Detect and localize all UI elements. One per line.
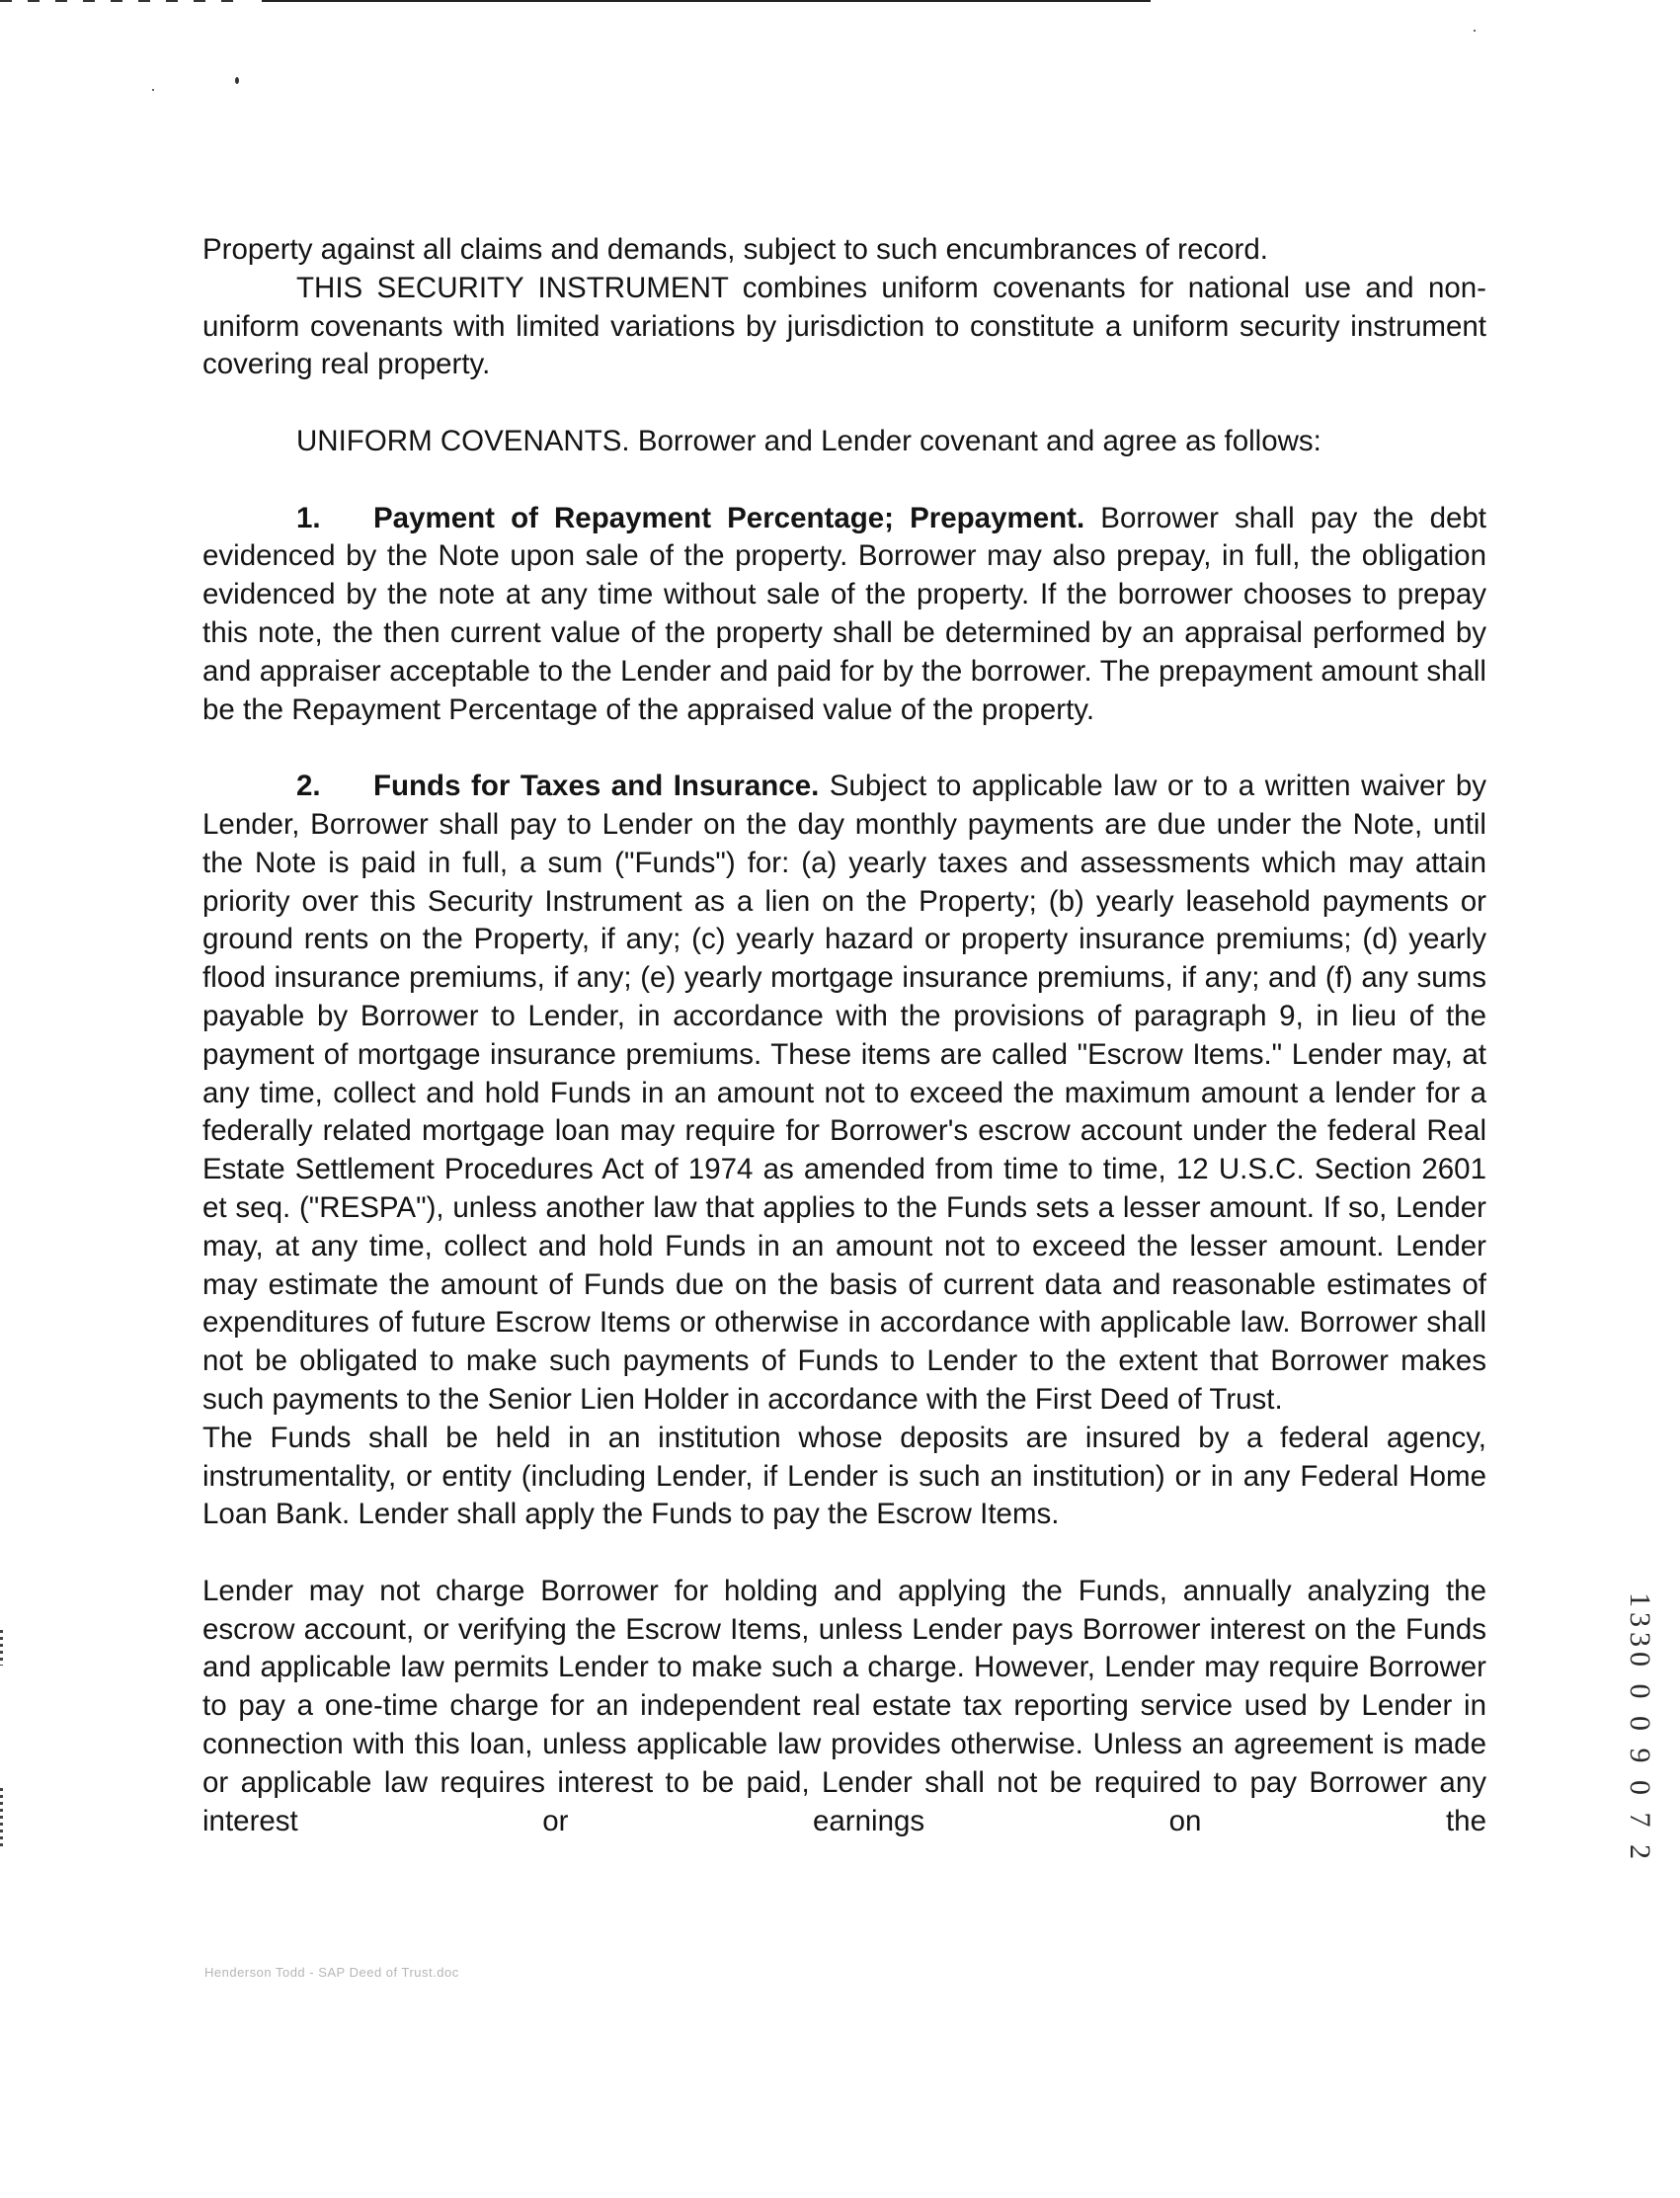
section-2-paragraph: [202, 768, 1486, 1420]
intro-line: Property against all claims and demands, subject to such encumbrances of record.: [202, 233, 1268, 266]
scan-edge-marks: [0, 1630, 3, 1666]
scan-top-rule: [262, 0, 1151, 2]
section-1-number: 1.: [296, 501, 321, 534]
scan-speck: [235, 77, 239, 84]
footer-file-stamp: Henderson Todd - SAP Deed of Trust.doc: [204, 1965, 459, 1980]
no-charge-paragraph: Lender may not charge Borrower for holding and applying the Funds, annually analyzing the escrow account, or verifying the Escrow Items, unless Lender pays Borrower interest on the Funds and applicable law permits Lender to make such a charge. However, Lender may require Borrower to pay a one-time charge for an independent real estate tax reporting service used by Lender in connection with this loan, unless applicable law provides otherwise. Unless an agreement is made or applicable law requires interest to be paid, Lender shall not be required to pay Borrower any interest or earnings on the: [202, 1574, 1486, 1837]
section-2-text: Subject to applicable law or to a written waiver by Lender, Borrower shall pay to Lender on the day monthly payments are due under the Note, until the Note is paid in full, a sum ("Funds") for: (a) yearly taxes and assessments which may attain priority over this Security Instrument as a lien on the Property; (b) yearly leasehold payments or ground rents on the Property, if any; (c) yearly hazard or property insurance premiums; (d) yearly flood insurance premiums, if any; (e) yearly mortgage insurance premiums, if any; and (f) any sums payable by Borrower to Lender, in accordance with the provisions of paragraph 9, in lieu of the payment of mortgage insurance premiums. These items are called "Escrow Items." Lender may, at any time, collect and hold Funds in an amount not to exceed the maximum amount a lender for a federally related mortgage loan may require for Borrower's escrow account under the federal Real Estate Settlement Procedures Act of 1974 as amended from time to time, 12 U.S.C. Section 2601 et seq. ("RESPA"), unless another law that applies to the Funds sets a lesser amount. If so, Lender may, at any time, collect and hold Funds in an amount not to exceed the lesser amount. Lender may estimate the amount of Funds due on the basis of current data and reasonable estimates of expenditures of future Escrow Items or otherwise in accordance with applicable law. Borrower shall not be obligated to make such payments of Funds to Lender to the extent that Borrower makes such payments to the Senior Lien Holder in accordance with the First Deed of Trust.: [202, 770, 1486, 1416]
section-2-number: 2.: [296, 770, 321, 803]
scan-speck: [1474, 30, 1476, 32]
scan-edge-marks: [0, 1788, 3, 1847]
uniform-covenants-line: UNIFORM COVENANTS. Borrower and Lender covenant and agree as follows:: [296, 424, 1321, 457]
document-body: [202, 231, 1486, 1840]
scan-edge-dashes: [0, 0, 237, 2]
scan-speck: [152, 89, 154, 91]
section-1-text: Borrower shall pay the debt evidenced by the Note upon sale of the property. Borrower may also prepay, in full, the obligation evidenced by the note at any time without sale of the property. If the borrower chooses to prepay this note, the then current value of the property shall be determined by an appraisal performed by and appraiser acceptable to the Lender and paid for by the borrower. The prepayment amount shall be the Repayment Percentage of the appraised value of the property.: [202, 501, 1486, 726]
margin-document-number: 1330 0 0 9 0 7 2: [1624, 1592, 1656, 1864]
section-1-heading: Payment of Repayment Percentage; Prepayment.: [373, 501, 1085, 534]
security-instrument-paragraph: THIS SECURITY INSTRUMENT combines uniform covenants for national use and non-uniform covenants with limited variations by jurisdiction to constitute a uniform security instrument covering real property.: [202, 271, 1486, 381]
section-1-paragraph: [202, 500, 1486, 730]
funds-held-paragraph: The Funds shall be held in an institution whose deposits are insured by a federal agency, instrumentality, or entity (including Lender, if Lender is such an institution) or in any Federal Home Loan Bank. Lender shall apply the Funds to pay the Escrow Items.: [202, 1421, 1486, 1531]
section-2-heading: Funds for Taxes and Insurance.: [373, 770, 820, 803]
